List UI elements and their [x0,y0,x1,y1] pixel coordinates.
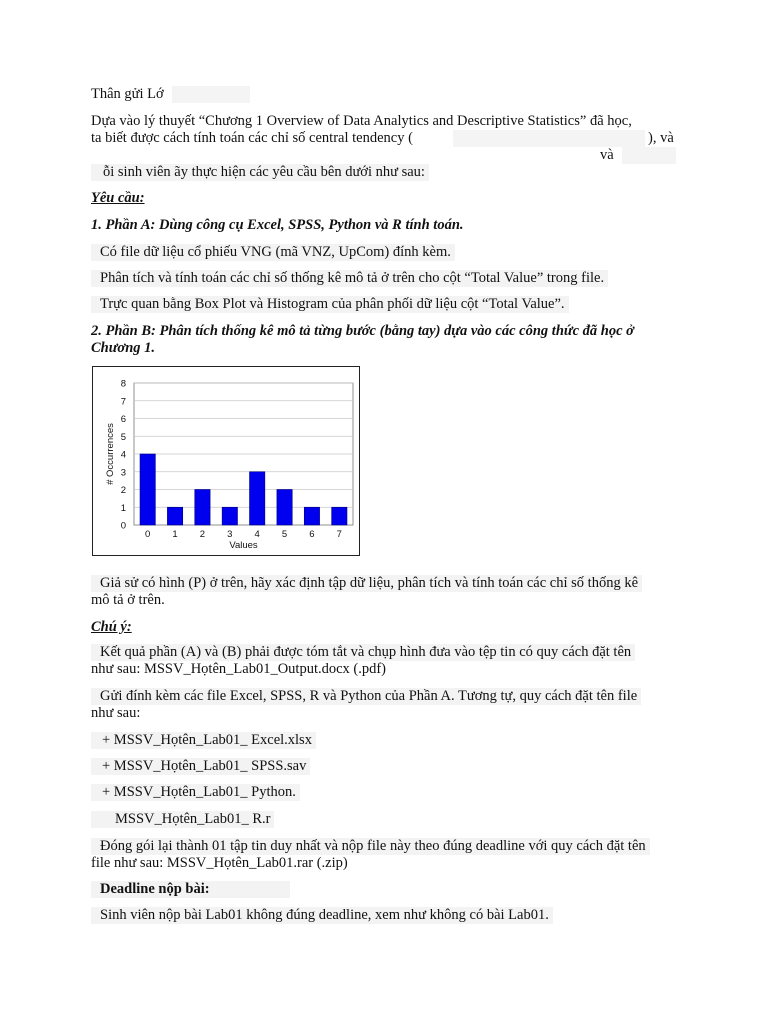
histogram-bar [304,507,319,525]
histogram-bar [332,507,347,525]
histogram-bar [277,490,292,526]
part-b-text: mô tả ở trên. [91,592,165,608]
greeting: Thân gửi Lớ [91,86,164,102]
note-text: như sau: MSSV_Họtên_Lab01_Output.docx (.pdf) [91,661,387,677]
intro-line: và [600,147,614,163]
part-a-heading: 1. Phần A: Dùng công cụ Excel, SPSS, Python và R tính toán. [91,217,464,233]
histogram-bar [140,454,155,525]
part-a-item: Phân tích và tính toán các chỉ số thống kê mô tả ở trên cho cột “Total Value” trong file. [91,270,608,287]
redacted-block [622,147,676,164]
part-a-item: Trực quan bằng Box Plot và Histogram của phân phối dữ liệu cột “Total Value”. [91,296,569,313]
histogram-bar [250,472,265,525]
notes-heading: Chú ý: [91,619,132,635]
note-text: Đóng gói lại thành 01 tập tin duy nhất và nộp file này theo đúng deadline với quy cách đặt tên [91,838,650,855]
x-tick-label: 6 [309,529,315,540]
x-tick-label: 2 [199,529,206,540]
y-tick-label: 7 [120,396,126,408]
part-b-heading: 2. Phần B: Phân tích thống kê mô tả từng bước (bằng tay) dựa vào các công thức đã học ở [91,323,634,339]
histogram-figure [92,366,360,556]
requirements-heading: Yêu cầu: [91,190,145,206]
y-tick-label: 2 [120,485,126,496]
x-tick-label: 1 [172,529,178,540]
histogram-bar [167,507,182,525]
x-tick-label: 7 [336,529,342,540]
part-a-item: Có file dữ liệu cổ phiếu VNG (mã VNZ, UpCom) đính kèm. [91,244,455,261]
part-b-text: Giả sử có hình (P) ở trên, hãy xác định tập dữ liệu, phân tích và tính toán các chỉ số thống kê [91,575,642,592]
x-tick-label: 0 [145,529,151,540]
y-tick-label: 4 [120,449,126,461]
x-tick-label: 4 [254,529,260,540]
redacted-block [172,86,250,103]
file-name-item: MSSV_Họtên_Lab01_ R.r [91,811,274,828]
y-tick-label: 3 [120,467,126,479]
intro-line: ta biết được cách tính toán các chỉ số central tendency ( [91,130,413,146]
histogram-chart [93,367,359,555]
file-name-item: + MSSV_Họtên_Lab01_ Python. [91,784,300,801]
file-name-item: + MSSV_Họtên_Lab01_ Excel.xlsx [91,732,316,749]
note-text: file như sau: MSSV_Họtên_Lab01.rar (.zip) [91,855,348,871]
histogram-bar [222,507,237,525]
y-tick-label: 0 [120,520,126,532]
redacted-block [453,130,645,147]
file-name-item: + MSSV_Họtên_Lab01_ SPSS.sav [91,758,310,775]
x-tick-label: 3 [227,529,233,540]
x-tick-label: 5 [281,529,288,540]
part-b-heading: Chương 1. [91,340,156,356]
intro-line: Dựa vào lý thuyết “Chương 1 Overview of Data Analytics and Descriptive Statistics” đã học, [91,113,632,129]
y-tick-label: 8 [120,378,126,390]
y-tick-label: 1 [120,502,126,514]
y-tick-label: 5 [120,431,126,443]
histogram-bar [195,490,210,526]
intro-line: ỗi sinh viên ãy thực hiện các yêu cầu bên dưới như sau: [91,164,429,181]
intro-line: ), và [648,130,674,146]
note-text: Kết quả phần (A) và (B) phải được tóm tắt và chụp hình đưa vào tệp tin có quy cách đặt tên [91,644,635,661]
note-text: Gửi đính kèm các file Excel, SPSS, R và Python của Phần A. Tương tự, quy cách đặt tên file [91,688,641,705]
x-axis-label: Values [229,540,258,551]
y-axis-label: # Occurrences [105,423,116,485]
deadline-note: Sinh viên nộp bài Lab01 không đúng deadline, xem như không có bài Lab01. [91,907,553,924]
y-tick-label: 6 [120,414,126,425]
note-text: như sau: [91,705,141,721]
deadline-heading: Deadline nộp bài: [91,881,290,898]
